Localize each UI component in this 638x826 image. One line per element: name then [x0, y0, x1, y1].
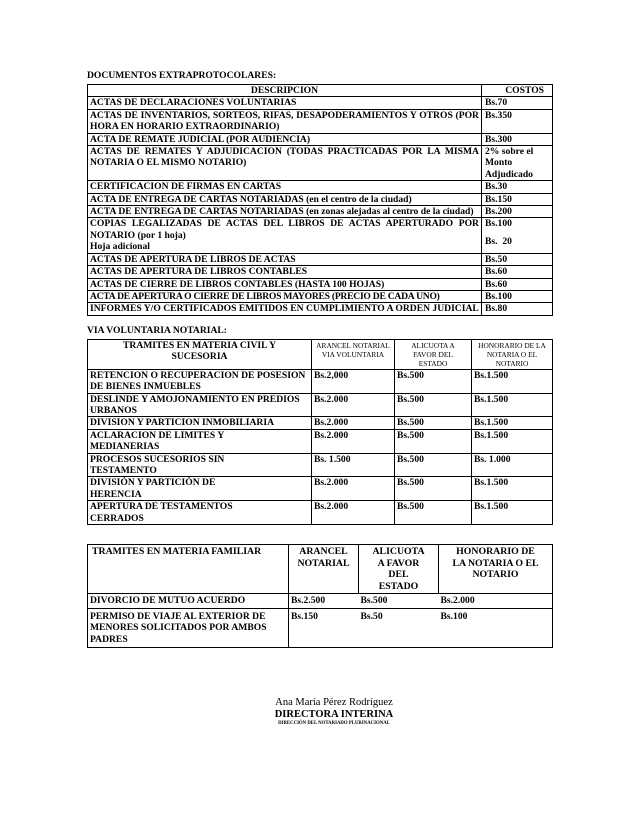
- table-row: [88, 429, 553, 453]
- header-alicuota: ALICUOTA A FAVOR DEL ESTADO: [359, 545, 439, 594]
- row-tramite: DESLINDE Y AMOJONAMIENTO EN PREDIOS URBANOS: [88, 393, 312, 417]
- row-description: COPIAS LEGALIZADAS DE ACTAS DEL LIBROS DE ACTAS APERTURADO POR NOTARIO (por 1 hoja): [90, 218, 479, 241]
- row-arancel: Bs.2.000: [312, 393, 395, 417]
- row-cost: Bs.100: [485, 218, 512, 230]
- row-description: ACTA DE ENTREGA DE CARTAS NOTARIADAS (en el centro de la ciudad): [88, 193, 482, 205]
- row-alicuota: Bs.500: [395, 393, 472, 417]
- table-row: [88, 253, 553, 265]
- row-description: INFORMES Y/O CERTIFICADOS EMITIDOS EN CUMPLIMIENTO A ORDEN JUDICIAL: [88, 303, 482, 315]
- table-row: [88, 393, 553, 417]
- row-cost: Bs.70: [482, 97, 553, 109]
- row-description: ACTAS DE APERTURA DE LIBROS CONTABLES: [88, 266, 482, 278]
- family-procedures-table: [87, 544, 553, 648]
- row-tramite: DIVORCIO DE MUTUO ACUERDO: [88, 594, 289, 608]
- table-row: [88, 146, 553, 181]
- row-description: ACTAS DE CIERRE DE LIBROS CONTABLES (HASTA 100 HOJAS): [88, 278, 482, 290]
- table-row: [88, 477, 553, 501]
- table-row: [88, 453, 553, 477]
- row-honorario: Bs.1.500: [472, 417, 553, 429]
- table-row: [88, 501, 553, 525]
- table-row: [88, 303, 553, 315]
- table-row: [88, 97, 553, 109]
- table-row: [88, 133, 553, 145]
- civil-procedures-table: [87, 339, 553, 525]
- row-description: ACTAS DE APERTURA DE LIBROS DE ACTAS: [88, 253, 482, 265]
- row-honorario: Bs.1.500: [472, 369, 553, 393]
- row-cost: Bs.300: [482, 133, 553, 145]
- row-arancel: Bs.2.000: [312, 417, 395, 429]
- row-honorario: Bs.1.500: [472, 393, 553, 417]
- row-description: ACTA DE REMATE JUDICIAL (POR AUDIENCIA): [88, 133, 482, 145]
- table-row: [88, 206, 553, 218]
- row-arancel: Bs.2.000: [312, 477, 395, 501]
- row-description: ACTAS DE REMATES Y ADJUDICACION (TODAS PRACTICADAS POR LA MISMA NOTARIA O EL MISMO NOTARIO): [88, 146, 482, 181]
- row-description-cell: [88, 218, 482, 253]
- header-cost: COSTOS: [482, 85, 553, 97]
- row-alicuota: Bs.50: [359, 608, 439, 647]
- table-row: [88, 193, 553, 205]
- header-honorario: HONORARIO DE LA NOTARIA O EL NOTARIO: [439, 545, 553, 594]
- table-row: [88, 290, 553, 302]
- row-cost: Bs.80: [482, 303, 553, 315]
- header-tramite: TRAMITES EN MATERIA FAMILIAR: [88, 545, 289, 594]
- table-header-row: [88, 545, 553, 594]
- row-arancel: Bs. 1.500: [312, 453, 395, 477]
- table-row: [88, 218, 553, 253]
- header-arancel: ARANCEL NOTARIAL: [289, 545, 359, 594]
- row-description: CERTIFICACION DE FIRMAS EN CARTAS: [88, 181, 482, 193]
- row-description: ACTAS DE DECLARACIONES VOLUNTARIAS: [88, 97, 482, 109]
- table-row: [88, 181, 553, 193]
- row-arancel: Bs.150: [289, 608, 359, 647]
- signatory-name: Ana María Pérez Rodríguez: [275, 697, 393, 708]
- row-arancel: Bs.2,000: [312, 369, 395, 393]
- header-description: DESCRIPCION: [88, 85, 482, 97]
- row-alicuota: Bs.500: [395, 453, 472, 477]
- table-row: [88, 278, 553, 290]
- table-row: [88, 369, 553, 393]
- row-cost: Bs.30: [482, 181, 553, 193]
- table-row: [88, 594, 553, 608]
- row-tramite: DIVISIÓN Y PARTICIÓN DE HERENCIA: [88, 477, 312, 501]
- document-page: [87, 70, 552, 648]
- row-alicuota: Bs.500: [395, 417, 472, 429]
- header-honorario: HONORARIO DE LA NOTARIA O EL NOTARIO: [472, 339, 553, 369]
- row-description: ACTAS DE INVENTARIOS, SORTEOS, RIFAS, DESAPODERAMIENTOS Y OTROS (POR HORA EN HORARIO EXTRAORDINARIO): [88, 109, 482, 133]
- row-honorario: Bs.100: [439, 608, 553, 647]
- table-header-row: [88, 339, 553, 369]
- extraprotocol-table: [87, 84, 553, 316]
- row-arancel: Bs.2.500: [289, 594, 359, 608]
- row-description-extra: Hoja adicional: [90, 241, 150, 253]
- row-honorario: Bs.1.500: [472, 501, 553, 525]
- row-alicuota: Bs.500: [395, 501, 472, 525]
- row-tramite: PERMISO DE VIAJE AL EXTERIOR DE MENORES SOLICITADOS POR AMBOS PADRES: [88, 608, 289, 647]
- header-arancel: ARANCEL NOTARIAL VIA VOLUNTARIA: [312, 339, 395, 369]
- row-honorario: Bs.2.000: [439, 594, 553, 608]
- row-tramite: ACLARACION DE LIMITES Y MEDIANERIAS: [88, 429, 312, 453]
- row-honorario: Bs. 1.000: [472, 453, 553, 477]
- row-alicuota: Bs.500: [395, 477, 472, 501]
- row-alicuota: Bs.500: [395, 429, 472, 453]
- section1-heading: DOCUMENTOS EXTRAPROTOCOLARES:: [87, 70, 277, 81]
- row-cost: Bs.350: [482, 109, 553, 133]
- header-alicuota: ALICUOTA A FAVOR DEL ESTADO: [395, 339, 472, 369]
- row-cost: 2% sobre el Monto Adjudicado: [482, 146, 553, 181]
- row-tramite: DIVISION Y PARTICION INMOBILIARIA: [88, 417, 312, 429]
- row-honorario: Bs.1.500: [472, 429, 553, 453]
- table-row: [88, 608, 553, 647]
- table-row: [88, 417, 553, 429]
- table-row: [88, 266, 553, 278]
- signature-block: [0, 697, 638, 727]
- row-cost: Bs.50: [482, 253, 553, 265]
- row-cost: Bs.200: [482, 206, 553, 218]
- signatory-title: DIRECTORA INTERINA: [274, 709, 394, 720]
- row-tramite: RETENCION O RECUPERACION DE POSESION DE BIENES INMUEBLES: [88, 369, 312, 393]
- row-tramite: APERTURA DE TESTAMENTOS CERRADOS: [88, 501, 312, 525]
- table-row: [88, 109, 553, 133]
- row-description: ACTA DE ENTREGA DE CARTAS NOTARIADAS (en zonas alejadas al centro de la ciudad): [88, 206, 482, 218]
- row-cost: Bs.150: [482, 193, 553, 205]
- signatory-department: DIRECCIÓN DEL NOTARIADO PLURINACIONAL: [278, 721, 390, 726]
- row-alicuota: Bs.500: [395, 369, 472, 393]
- row-cost: Bs.60: [482, 266, 553, 278]
- row-cost-cell: [482, 218, 553, 253]
- row-tramite: PROCESOS SUCESORIOS SIN TESTAMENTO: [88, 453, 312, 477]
- row-cost: Bs.60: [482, 278, 553, 290]
- row-description: ACTA DE APERTURA O CIERRE DE LIBROS MAYORES (PRECIO DE CADA UNO): [88, 290, 482, 302]
- section2-heading: VIA VOLUNTARIA NOTARIAL:: [87, 324, 228, 336]
- header-tramite: TRAMITES EN MATERIA CIVIL Y SUCESORIA: [88, 339, 312, 369]
- row-alicuota: Bs.500: [359, 594, 439, 608]
- row-cost: Bs.100: [482, 290, 553, 302]
- row-arancel: Bs.2.000: [312, 429, 395, 453]
- row-cost-extra: Bs. 20: [485, 235, 512, 247]
- table-header-row: [88, 85, 553, 97]
- row-honorario: Bs.1.500: [472, 477, 553, 501]
- row-arancel: Bs.2.000: [312, 501, 395, 525]
